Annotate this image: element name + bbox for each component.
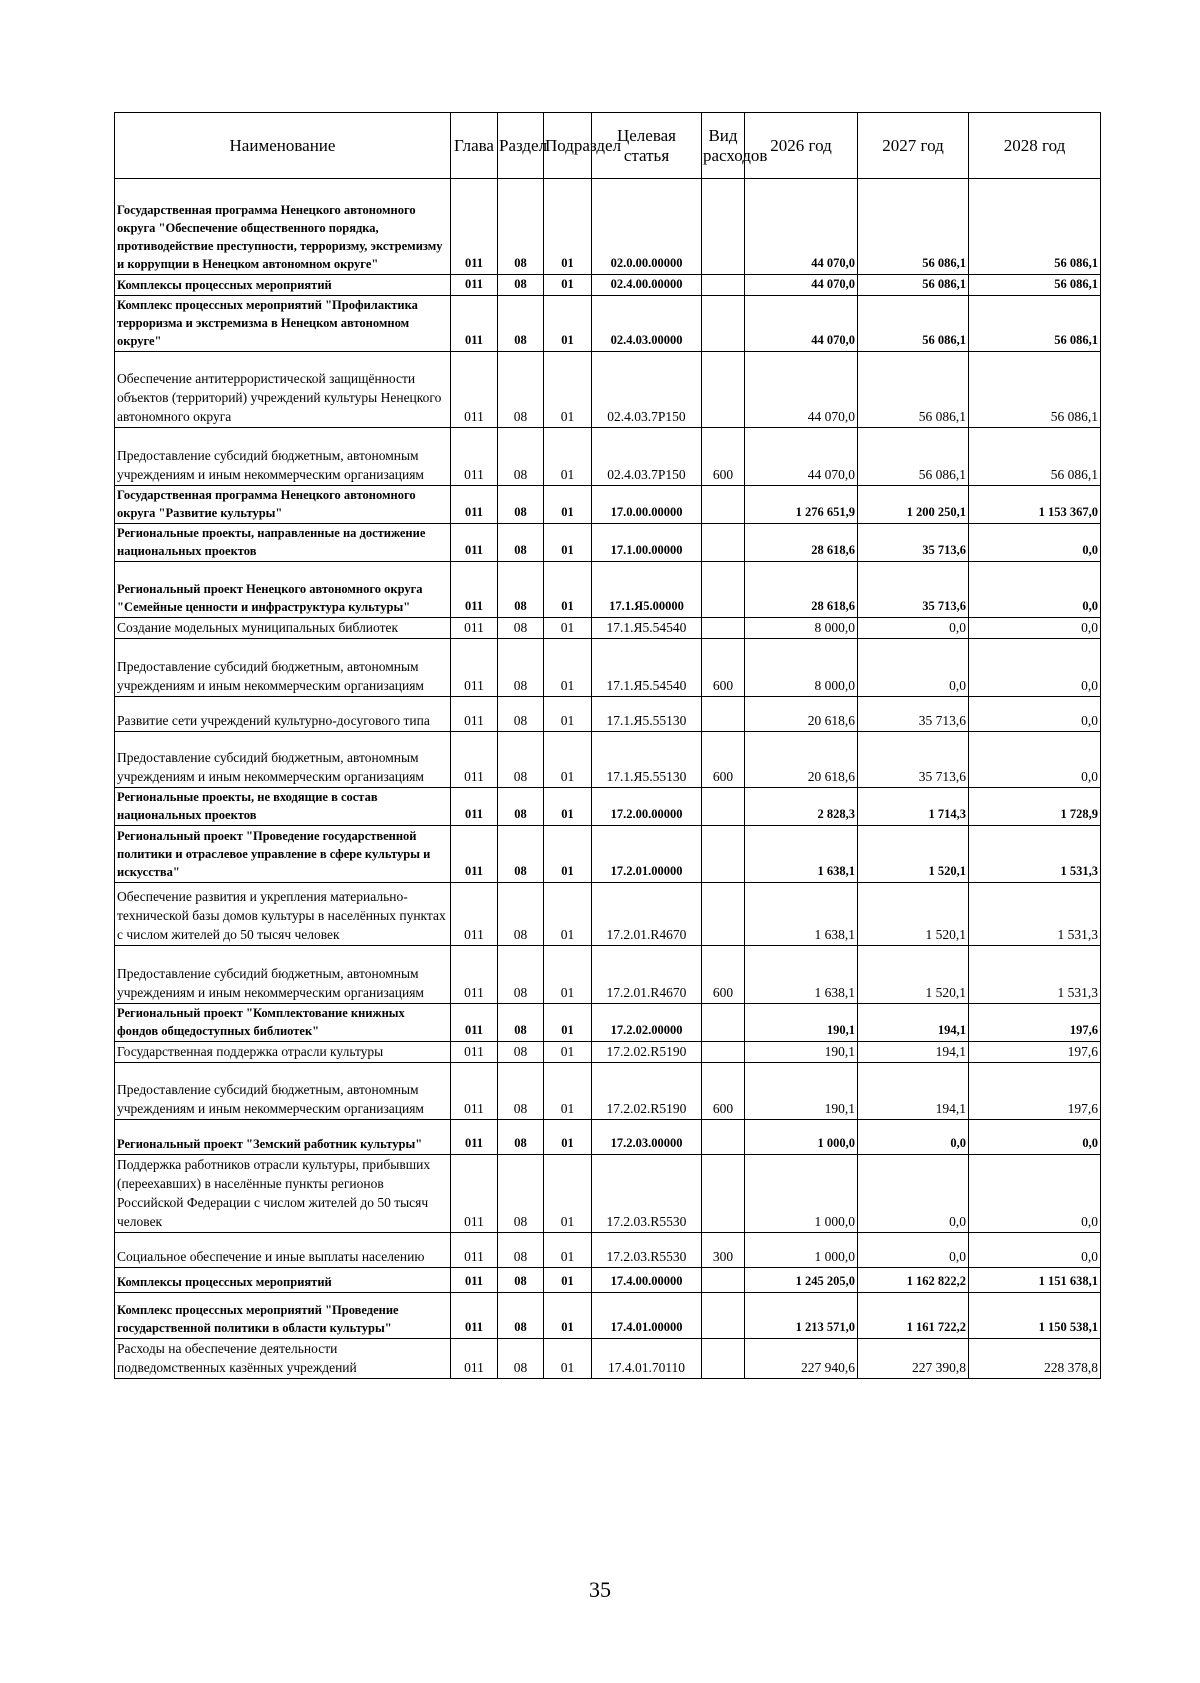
- cell-year-2026: 44 070,0: [745, 179, 858, 275]
- cell-name: Социальное обеспечение и иные выплаты населению: [115, 1233, 451, 1268]
- cell-year-2027: 56 086,1: [858, 296, 969, 352]
- cell-vid-rashodov: [702, 1339, 745, 1379]
- header-name: Наименование: [115, 113, 451, 179]
- cell-razdel: 08: [498, 296, 544, 352]
- cell-razdel: 08: [498, 1293, 544, 1339]
- cell-year-2027: 35 713,6: [858, 697, 969, 732]
- cell-year-2027: 1 162 822,2: [858, 1268, 969, 1293]
- cell-razdel: 08: [498, 275, 544, 296]
- cell-celevaya-statya: 17.2.00.00000: [592, 788, 702, 826]
- table-body: [115, 179, 1101, 1379]
- cell-vid-rashodov: 600: [702, 732, 745, 788]
- cell-name: Региональные проекты, направленные на достижение национальных проектов: [115, 524, 451, 562]
- cell-razdel: 08: [498, 1155, 544, 1233]
- cell-name: Региональные проекты, не входящие в состав национальных проектов: [115, 788, 451, 826]
- cell-year-2028: 0,0: [969, 697, 1101, 732]
- cell-glava: 011: [451, 352, 498, 428]
- cell-vid-rashodov: [702, 1042, 745, 1063]
- cell-celevaya-statya: 02.0.00.00000: [592, 179, 702, 275]
- table-row: [115, 1339, 1101, 1379]
- cell-glava: 011: [451, 1063, 498, 1120]
- cell-razdel: 08: [498, 1004, 544, 1042]
- cell-vid-rashodov: 600: [702, 639, 745, 697]
- cell-year-2027: 35 713,6: [858, 562, 969, 618]
- cell-vid-rashodov: [702, 1155, 745, 1233]
- cell-name: Государственная программа Ненецкого автономного округа "Обеспечение общественного порядка, противодействие преступности, терроризму, экстремизму и коррупции в Ненецком автономном округе": [115, 179, 451, 275]
- cell-celevaya-statya: 02.4.03.00000: [592, 296, 702, 352]
- cell-glava: 011: [451, 486, 498, 524]
- header-year-2026: 2026 год: [745, 113, 858, 179]
- cell-vid-rashodov: [702, 524, 745, 562]
- cell-podrazdel: 01: [544, 352, 592, 428]
- cell-year-2028: 228 378,8: [969, 1339, 1101, 1379]
- cell-year-2026: 190,1: [745, 1042, 858, 1063]
- table-row: [115, 296, 1101, 352]
- cell-celevaya-statya: 17.2.01.00000: [592, 826, 702, 883]
- header-year-2028: 2028 год: [969, 113, 1101, 179]
- cell-year-2028: 0,0: [969, 732, 1101, 788]
- page-number: 35: [589, 1577, 611, 1602]
- cell-celevaya-statya: 02.4.03.7Р150: [592, 352, 702, 428]
- cell-year-2026: 1 276 651,9: [745, 486, 858, 524]
- cell-year-2028: 1 728,9: [969, 788, 1101, 826]
- cell-year-2028: 56 086,1: [969, 179, 1101, 275]
- table-row: [115, 732, 1101, 788]
- cell-year-2028: 0,0: [969, 1233, 1101, 1268]
- cell-celevaya-statya: 17.1.Я5.55130: [592, 697, 702, 732]
- cell-vid-rashodov: [702, 618, 745, 639]
- cell-year-2027: 0,0: [858, 618, 969, 639]
- cell-year-2027: 1 200 250,1: [858, 486, 969, 524]
- cell-podrazdel: 01: [544, 275, 592, 296]
- cell-razdel: 08: [498, 697, 544, 732]
- cell-year-2026: 8 000,0: [745, 639, 858, 697]
- cell-vid-rashodov: 600: [702, 1063, 745, 1120]
- cell-podrazdel: 01: [544, 1293, 592, 1339]
- cell-podrazdel: 01: [544, 1339, 592, 1379]
- cell-celevaya-statya: 17.4.00.00000: [592, 1268, 702, 1293]
- cell-year-2028: 0,0: [969, 562, 1101, 618]
- cell-razdel: 08: [498, 179, 544, 275]
- cell-razdel: 08: [498, 618, 544, 639]
- cell-glava: 011: [451, 639, 498, 697]
- cell-vid-rashodov: 300: [702, 1233, 745, 1268]
- cell-glava: 011: [451, 1293, 498, 1339]
- cell-vid-rashodov: 600: [702, 946, 745, 1004]
- table-row: [115, 883, 1101, 946]
- cell-glava: 011: [451, 179, 498, 275]
- cell-glava: 011: [451, 562, 498, 618]
- cell-razdel: 08: [498, 1233, 544, 1268]
- cell-celevaya-statya: 17.4.01.70110: [592, 1339, 702, 1379]
- cell-celevaya-statya: 17.1.Я5.54540: [592, 618, 702, 639]
- cell-razdel: 08: [498, 1063, 544, 1120]
- cell-glava: 011: [451, 1233, 498, 1268]
- cell-podrazdel: 01: [544, 562, 592, 618]
- cell-podrazdel: 01: [544, 1268, 592, 1293]
- table-row: [115, 562, 1101, 618]
- cell-vid-rashodov: [702, 352, 745, 428]
- cell-razdel: 08: [498, 428, 544, 486]
- cell-year-2026: 190,1: [745, 1004, 858, 1042]
- cell-vid-rashodov: [702, 1293, 745, 1339]
- cell-glava: 011: [451, 1155, 498, 1233]
- cell-razdel: 08: [498, 883, 544, 946]
- cell-podrazdel: 01: [544, 1004, 592, 1042]
- table-row: [115, 179, 1101, 275]
- header-glava: Глава: [451, 113, 498, 179]
- cell-celevaya-statya: 17.2.02.00000: [592, 1004, 702, 1042]
- cell-year-2027: 194,1: [858, 1042, 969, 1063]
- cell-year-2027: 56 086,1: [858, 179, 969, 275]
- cell-year-2026: 1 638,1: [745, 946, 858, 1004]
- cell-year-2026: 28 618,6: [745, 524, 858, 562]
- cell-year-2027: 0,0: [858, 1233, 969, 1268]
- cell-vid-rashodov: [702, 1004, 745, 1042]
- table-row: [115, 1063, 1101, 1120]
- cell-razdel: 08: [498, 562, 544, 618]
- cell-name: Региональный проект "Комплектование книжных фондов общедоступных библиотек": [115, 1004, 451, 1042]
- cell-year-2026: 1 000,0: [745, 1233, 858, 1268]
- cell-vid-rashodov: 600: [702, 428, 745, 486]
- cell-year-2026: 190,1: [745, 1063, 858, 1120]
- cell-razdel: 08: [498, 524, 544, 562]
- cell-year-2026: 227 940,6: [745, 1339, 858, 1379]
- cell-razdel: 08: [498, 732, 544, 788]
- table-row: [115, 275, 1101, 296]
- header-razdel: Раздел: [498, 113, 544, 179]
- cell-podrazdel: 01: [544, 1233, 592, 1268]
- cell-name: Поддержка работников отрасли культуры, прибывших (переехавших) в населённые пункты регионов Российской Федерации с числом жителей до 50 тысяч человек: [115, 1155, 451, 1233]
- cell-year-2028: 197,6: [969, 1042, 1101, 1063]
- cell-celevaya-statya: 02.4.00.00000: [592, 275, 702, 296]
- cell-celevaya-statya: 17.1.Я5.54540: [592, 639, 702, 697]
- cell-year-2026: 20 618,6: [745, 732, 858, 788]
- cell-year-2028: 1 531,3: [969, 826, 1101, 883]
- cell-razdel: 08: [498, 1339, 544, 1379]
- cell-name: Предоставление субсидий бюджетным, автономным учреждениям и иным некоммерческим организациям: [115, 639, 451, 697]
- cell-name: Обеспечение развития и укрепления материально-технической базы домов культуры в населённых пунктах с числом жителей до 50 тысяч человек: [115, 883, 451, 946]
- cell-name: Предоставление субсидий бюджетным, автономным учреждениям и иным некоммерческим организациям: [115, 1063, 451, 1120]
- cell-year-2028: 56 086,1: [969, 275, 1101, 296]
- cell-year-2026: 20 618,6: [745, 697, 858, 732]
- cell-podrazdel: 01: [544, 428, 592, 486]
- table-row: [115, 1155, 1101, 1233]
- cell-year-2026: 44 070,0: [745, 275, 858, 296]
- cell-vid-rashodov: [702, 275, 745, 296]
- cell-glava: 011: [451, 883, 498, 946]
- table-row: [115, 1004, 1101, 1042]
- cell-podrazdel: 01: [544, 946, 592, 1004]
- cell-year-2026: 1 000,0: [745, 1120, 858, 1155]
- budget-table: [114, 112, 1101, 1379]
- cell-year-2027: 0,0: [858, 639, 969, 697]
- cell-celevaya-statya: 17.1.Я5.55130: [592, 732, 702, 788]
- cell-year-2028: 197,6: [969, 1004, 1101, 1042]
- table-row: [115, 352, 1101, 428]
- cell-year-2028: 56 086,1: [969, 352, 1101, 428]
- cell-glava: 011: [451, 428, 498, 486]
- cell-celevaya-statya: 17.1.Я5.00000: [592, 562, 702, 618]
- cell-year-2027: 0,0: [858, 1120, 969, 1155]
- cell-year-2028: 0,0: [969, 639, 1101, 697]
- cell-celevaya-statya: 17.2.02.R5190: [592, 1063, 702, 1120]
- table-row: [115, 1233, 1101, 1268]
- cell-year-2028: 0,0: [969, 1155, 1101, 1233]
- header-podrazdel: Подраздел: [544, 113, 592, 179]
- header-celevaya-statya: Целевая статья: [592, 113, 702, 179]
- cell-celevaya-statya: 17.1.00.00000: [592, 524, 702, 562]
- cell-year-2028: 197,6: [969, 1063, 1101, 1120]
- cell-year-2027: 194,1: [858, 1004, 969, 1042]
- cell-vid-rashodov: [702, 1120, 745, 1155]
- cell-year-2027: 1 520,1: [858, 946, 969, 1004]
- cell-year-2026: 1 000,0: [745, 1155, 858, 1233]
- cell-vid-rashodov: [702, 486, 745, 524]
- cell-name: Комплекс процессных мероприятий "Проведение государственной политики в области культуры": [115, 1293, 451, 1339]
- cell-glava: 011: [451, 697, 498, 732]
- cell-year-2027: 227 390,8: [858, 1339, 969, 1379]
- cell-razdel: 08: [498, 1042, 544, 1063]
- cell-name: Расходы на обеспечение деятельности подведомственных казённых учреждений: [115, 1339, 451, 1379]
- cell-year-2028: 56 086,1: [969, 296, 1101, 352]
- cell-podrazdel: 01: [544, 486, 592, 524]
- cell-vid-rashodov: [702, 697, 745, 732]
- cell-vid-rashodov: [702, 788, 745, 826]
- table-row: [115, 788, 1101, 826]
- cell-name: Предоставление субсидий бюджетным, автономным учреждениям и иным некоммерческим организациям: [115, 946, 451, 1004]
- cell-glava: 011: [451, 1339, 498, 1379]
- cell-name: Комплексы процессных мероприятий: [115, 1268, 451, 1293]
- cell-podrazdel: 01: [544, 732, 592, 788]
- cell-name: Государственная программа Ненецкого автономного округа "Развитие культуры": [115, 486, 451, 524]
- cell-celevaya-statya: 17.2.02.R5190: [592, 1042, 702, 1063]
- cell-celevaya-statya: 17.2.03.00000: [592, 1120, 702, 1155]
- cell-name: Обеспечение антитеррористической защищённости объектов (территорий) учреждений культуры Ненецкого автономного округа: [115, 352, 451, 428]
- cell-razdel: 08: [498, 1120, 544, 1155]
- table-row: [115, 1293, 1101, 1339]
- cell-name: Региональный проект "Земский работник культуры": [115, 1120, 451, 1155]
- cell-razdel: 08: [498, 1268, 544, 1293]
- cell-celevaya-statya: 17.2.03.R5530: [592, 1155, 702, 1233]
- table-row: [115, 697, 1101, 732]
- cell-podrazdel: 01: [544, 1063, 592, 1120]
- cell-celevaya-statya: 17.2.03.R5530: [592, 1233, 702, 1268]
- cell-name: Государственная поддержка отрасли культуры: [115, 1042, 451, 1063]
- table-row: [115, 428, 1101, 486]
- cell-year-2027: 35 713,6: [858, 524, 969, 562]
- cell-celevaya-statya: 17.2.01.R4670: [592, 883, 702, 946]
- table-row: [115, 486, 1101, 524]
- cell-year-2028: 1 153 367,0: [969, 486, 1101, 524]
- cell-name: Создание модельных муниципальных библиотек: [115, 618, 451, 639]
- cell-year-2028: 0,0: [969, 524, 1101, 562]
- cell-podrazdel: 01: [544, 179, 592, 275]
- cell-year-2028: 0,0: [969, 1120, 1101, 1155]
- cell-name: Региональный проект "Проведение государственной политики и отраслевое управление в сфере культуры и искусства": [115, 826, 451, 883]
- header-year-2027: 2027 год: [858, 113, 969, 179]
- cell-glava: 011: [451, 1120, 498, 1155]
- cell-year-2027: 0,0: [858, 1155, 969, 1233]
- cell-glava: 011: [451, 946, 498, 1004]
- cell-glava: 011: [451, 296, 498, 352]
- cell-vid-rashodov: [702, 826, 745, 883]
- cell-year-2026: 1 245 205,0: [745, 1268, 858, 1293]
- cell-glava: 011: [451, 1268, 498, 1293]
- cell-podrazdel: 01: [544, 639, 592, 697]
- table-header-row: [115, 113, 1101, 179]
- table-row: [115, 639, 1101, 697]
- cell-year-2026: 44 070,0: [745, 352, 858, 428]
- cell-podrazdel: 01: [544, 1120, 592, 1155]
- cell-year-2026: 1 638,1: [745, 826, 858, 883]
- cell-celevaya-statya: 17.4.01.00000: [592, 1293, 702, 1339]
- cell-year-2028: 1 151 638,1: [969, 1268, 1101, 1293]
- cell-glava: 011: [451, 732, 498, 788]
- cell-vid-rashodov: [702, 296, 745, 352]
- cell-year-2026: 28 618,6: [745, 562, 858, 618]
- cell-year-2026: 44 070,0: [745, 296, 858, 352]
- cell-name: Предоставление субсидий бюджетным, автономным учреждениям и иным некоммерческим организациям: [115, 732, 451, 788]
- cell-podrazdel: 01: [544, 296, 592, 352]
- cell-razdel: 08: [498, 352, 544, 428]
- cell-name: Региональный проект Ненецкого автономного округа "Семейные ценности и инфраструктура культуры": [115, 562, 451, 618]
- table-row: [115, 1120, 1101, 1155]
- cell-vid-rashodov: [702, 562, 745, 618]
- table-row: [115, 618, 1101, 639]
- cell-podrazdel: 01: [544, 826, 592, 883]
- cell-podrazdel: 01: [544, 697, 592, 732]
- cell-podrazdel: 01: [544, 1042, 592, 1063]
- cell-name: Комплекс процессных мероприятий "Профилактика терроризма и экстремизма в Ненецком автономном округе": [115, 296, 451, 352]
- cell-celevaya-statya: 02.4.03.7Р150: [592, 428, 702, 486]
- cell-podrazdel: 01: [544, 788, 592, 826]
- cell-glava: 011: [451, 524, 498, 562]
- cell-celevaya-statya: 17.2.01.R4670: [592, 946, 702, 1004]
- cell-razdel: 08: [498, 788, 544, 826]
- cell-year-2027: 56 086,1: [858, 275, 969, 296]
- cell-razdel: 08: [498, 946, 544, 1004]
- cell-year-2028: 0,0: [969, 618, 1101, 639]
- table-row: [115, 1042, 1101, 1063]
- cell-year-2026: 2 828,3: [745, 788, 858, 826]
- cell-razdel: 08: [498, 639, 544, 697]
- cell-year-2027: 56 086,1: [858, 428, 969, 486]
- table-row: [115, 524, 1101, 562]
- cell-podrazdel: 01: [544, 883, 592, 946]
- table-row: [115, 826, 1101, 883]
- cell-vid-rashodov: [702, 883, 745, 946]
- table-row: [115, 946, 1101, 1004]
- cell-year-2027: 1 520,1: [858, 883, 969, 946]
- cell-name: Предоставление субсидий бюджетным, автономным учреждениям и иным некоммерческим организациям: [115, 428, 451, 486]
- cell-glava: 011: [451, 1004, 498, 1042]
- cell-year-2027: 1 520,1: [858, 826, 969, 883]
- cell-year-2027: 56 086,1: [858, 352, 969, 428]
- cell-vid-rashodov: [702, 179, 745, 275]
- cell-year-2026: 1 638,1: [745, 883, 858, 946]
- cell-glava: 011: [451, 826, 498, 883]
- cell-year-2026: 8 000,0: [745, 618, 858, 639]
- cell-year-2027: 194,1: [858, 1063, 969, 1120]
- cell-year-2026: 44 070,0: [745, 428, 858, 486]
- cell-year-2028: 1 150 538,1: [969, 1293, 1101, 1339]
- table-row: [115, 1268, 1101, 1293]
- cell-year-2028: 1 531,3: [969, 946, 1101, 1004]
- cell-year-2027: 35 713,6: [858, 732, 969, 788]
- cell-podrazdel: 01: [544, 524, 592, 562]
- cell-name: Комплексы процессных мероприятий: [115, 275, 451, 296]
- cell-podrazdel: 01: [544, 1155, 592, 1233]
- cell-glava: 011: [451, 1042, 498, 1063]
- cell-razdel: 08: [498, 486, 544, 524]
- cell-year-2026: 1 213 571,0: [745, 1293, 858, 1339]
- cell-razdel: 08: [498, 826, 544, 883]
- cell-year-2028: 56 086,1: [969, 428, 1101, 486]
- cell-name: Развитие сети учреждений культурно-досугового типа: [115, 697, 451, 732]
- cell-glava: 011: [451, 788, 498, 826]
- cell-vid-rashodov: [702, 1268, 745, 1293]
- header-vid-rashodov: Вид расходов: [702, 113, 745, 179]
- cell-year-2027: 1 161 722,2: [858, 1293, 969, 1339]
- cell-celevaya-statya: 17.0.00.00000: [592, 486, 702, 524]
- cell-year-2027: 1 714,3: [858, 788, 969, 826]
- cell-podrazdel: 01: [544, 618, 592, 639]
- cell-glava: 011: [451, 618, 498, 639]
- cell-glava: 011: [451, 275, 498, 296]
- cell-year-2028: 1 531,3: [969, 883, 1101, 946]
